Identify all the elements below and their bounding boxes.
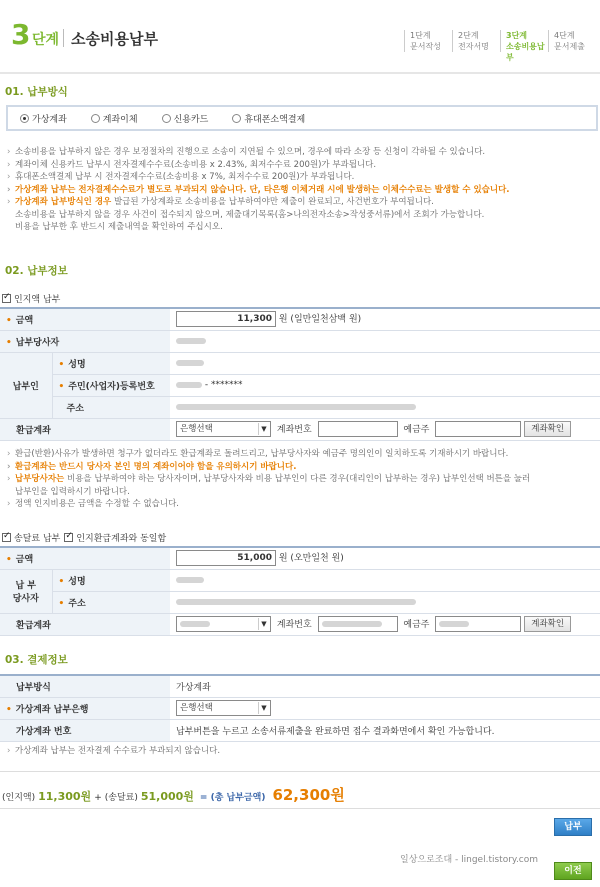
note-item: › 계좌이체 신용카드 납부시 전자결제수수료(소송비용 x 2.43%, 최저수수료 200원)가 부과됩니다. <box>7 159 595 172</box>
account-number-input[interactable] <box>318 421 398 437</box>
step-1: 1단계 문서작성 <box>404 30 452 63</box>
total-summary: (인지액) 11,300원 + (송달료) 51,000원 = (총 납부금액) 62,300원 <box>2 786 345 804</box>
payment-method-options <box>6 105 598 131</box>
pay-button[interactable]: 납부 <box>554 818 592 836</box>
page-title: 소송비용납부 <box>71 30 158 48</box>
payment-details-notes <box>7 745 595 758</box>
note-item: 비용을 납부한 후 반드시 제출내역을 확인하여 주십시오. <box>15 222 223 232</box>
payer-party-group-label: 납 부 당사자 <box>0 569 52 613</box>
delivery-amount-input[interactable]: 51,000 <box>176 550 276 566</box>
step-2: 2단계 전자서명 <box>452 30 500 63</box>
method-value: 가상계좌 <box>170 675 600 697</box>
note-item: › 가상계좌 납부는 전자결제 수수료가 부과되지 않습니다. <box>7 745 595 758</box>
page-header <box>0 0 600 74</box>
step-number: 3 <box>11 18 31 51</box>
step-4: 4단계 문서제출 <box>548 30 596 63</box>
note-item: › 정액 인지비용은 금액을 수정할 수 없습니다. <box>7 498 595 511</box>
section-title-payment-method: 01. 납부방식 <box>5 86 68 98</box>
redacted-text <box>176 382 202 388</box>
note-item: › 휴대폰소액결제 납부 시 전자결제수수료(소송비용 x 7%, 최저수수료 200원)가 부과됩니다. <box>7 171 595 184</box>
note-item: › 소송비용을 납부하지 않은 경우 보정절차의 진행으로 소송이 지연될 수 있으며, 경우에 따라 소장 등 신청이 각하될 수 있습니다. <box>7 146 595 159</box>
section-title-payment-details: 03. 결제정보 <box>5 654 68 666</box>
watermark-text: 일상으로조대 - lingel.tistory.com <box>400 855 539 865</box>
redacted-text <box>176 338 206 344</box>
bank-select[interactable] <box>176 616 271 632</box>
virtual-account-label: 가상계좌 번호 <box>0 719 170 741</box>
note-item: › 납부당사자는 비용을 납부하여야 하는 당사자이며, 납부당사자와 비용 납부인이 다른 경우(대리인이 납부하는 경우) 납부인선택 버튼을 눌러 <box>7 473 595 486</box>
step-indicator <box>404 30 596 63</box>
redacted-text <box>176 360 204 366</box>
note-item: › 가상계좌 납부방식인 경우 발급된 가상계좌로 소송비용을 납부하여야만 제출이 완료되고, 사건번호가 부여됩니다. <box>7 196 595 209</box>
payer-group-label: 납부인 <box>0 352 52 418</box>
payment-details-table <box>0 674 600 742</box>
method-label: 납부방식 <box>0 675 170 697</box>
payer-party-label: • 납부당사자 <box>0 330 170 352</box>
title-divider <box>63 29 64 47</box>
delivery-fee-checkbox[interactable] <box>2 533 11 542</box>
payment-notes <box>7 146 595 234</box>
radio-credit-card[interactable]: 신용카드 <box>162 112 209 125</box>
virtual-bank-label: • 가상계좌 납부은행 <box>0 697 170 719</box>
address-label: 주소 <box>52 396 170 418</box>
stamp-fee-table: • 금액 11,300 원 (일만일천삼백 원) • 납부당사자 납부인 • 성명 • 주민(사업자)등록번호 - ******* 주소 환급계좌 은행선택 ▼ 계좌번호 예금주 계좌확인 <box>0 307 600 441</box>
delivery-fee-table: • 금액 51,000 원 (오만일천 원) 납 부 당사자 • 성명 • 주소 환급계좌 ▼ 계좌번호 예금주 계좌확인 <box>0 546 600 636</box>
radio-button[interactable] <box>91 114 100 123</box>
chevron-down-icon: ▼ <box>258 702 269 714</box>
address-label: • 주소 <box>52 591 170 613</box>
note-warning: › 환급계좌는 반드시 당사자 본인 명의 계좌이어야 함을 유의하시기 바랍니다. <box>7 461 595 474</box>
account-holder-input[interactable] <box>435 421 521 437</box>
amount-label: • 금액 <box>0 308 170 330</box>
stamp-fee-checkbox-line[interactable]: ✓ 인지액 납부 <box>2 292 60 305</box>
stamp-amount-text: 원 (일만일천삼백 원) <box>278 314 362 325</box>
section-title-payment-info: 02. 납부정보 <box>5 265 68 277</box>
account-number-input[interactable] <box>318 616 398 632</box>
name-label: • 성명 <box>52 352 170 374</box>
redacted-text <box>176 577 204 583</box>
radio-button[interactable] <box>162 114 171 123</box>
stamp-total: 11,300원 <box>38 790 92 803</box>
note-warning: › 가상계좌 납부는 전자결제수수료가 별도로 부과되지 않습니다. 단, 타은행 이체거래 시에 발생하는 이체수수료는 발생할 수 있습니다. <box>7 184 595 197</box>
step-3: 3단계 소송비용납부 <box>500 30 548 63</box>
refund-notes <box>7 448 595 511</box>
delivery-fee-checkbox-line[interactable]: ✓ 송달료 납부 ✓ 인지환급계좌와 동일함 <box>2 531 166 544</box>
same-account-checkbox[interactable] <box>64 533 73 542</box>
radio-mobile-payment[interactable]: 휴대폰소액결제 <box>232 112 305 125</box>
chevron-down-icon: ▼ <box>258 618 269 630</box>
step-word: 단계 <box>32 32 60 48</box>
redacted-text <box>176 404 416 410</box>
account-holder-input[interactable] <box>435 616 521 632</box>
radio-button[interactable] <box>232 114 241 123</box>
note-item: › 환급(반환)사유가 발생하면 청구가 없더라도 환급계좌로 돌려드리고, 납부당사자와 예금주 명의인이 일치하도록 기재하시기 바랍니다. <box>7 448 595 461</box>
delivery-total: 51,000원 <box>140 790 194 803</box>
divider <box>0 808 600 809</box>
refund-account-label: 환급계좌 <box>0 613 170 635</box>
prev-button[interactable]: 이전 <box>554 862 592 880</box>
regno-mask: - ******* <box>204 380 243 390</box>
radio-virtual-account[interactable]: 가상계좌 <box>20 112 67 125</box>
regno-label: • 주민(사업자)등록번호 <box>52 374 170 396</box>
divider <box>0 771 600 772</box>
chevron-down-icon: ▼ <box>258 423 269 435</box>
name-label: • 성명 <box>52 569 170 591</box>
delivery-amount-text: 원 (오만일천 원) <box>278 553 344 564</box>
amount-label: • 금액 <box>0 547 170 569</box>
bank-select[interactable]: 은행선택 ▼ <box>176 421 271 437</box>
stamp-fee-checkbox[interactable] <box>2 294 11 303</box>
verify-account-button[interactable]: 계좌확인 <box>524 616 571 632</box>
virtual-account-value: 납부버튼을 누르고 소송서류제출을 완료하면 접수 결과화면에서 확인 가능합니다. <box>170 719 600 741</box>
note-item: 소송비용을 납부하지 않을 경우 사건이 접수되지 않으며, 제출대기목록(홈>나의전자소송>작성중서류)에서 조회가 가능합니다. <box>15 209 485 220</box>
radio-button[interactable] <box>20 114 29 123</box>
redacted-text <box>176 599 416 605</box>
virtual-bank-select[interactable]: 은행선택 ▼ <box>176 700 271 716</box>
verify-account-button[interactable]: 계좌확인 <box>524 421 571 437</box>
stamp-amount-input[interactable]: 11,300 <box>176 311 276 327</box>
grand-total: 62,300원 <box>272 786 345 804</box>
radio-bank-transfer[interactable]: 계좌이체 <box>91 112 138 125</box>
refund-account-label: 환급계좌 <box>0 418 170 440</box>
note-item: 납부인을 입력하시기 바랍니다. <box>15 486 130 497</box>
